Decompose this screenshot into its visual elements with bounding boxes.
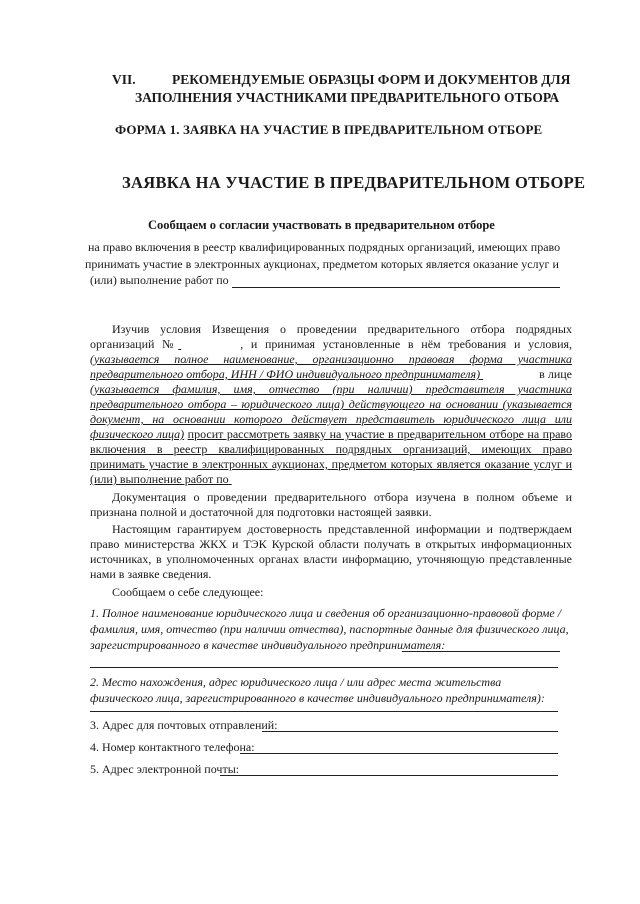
p3-line4: нами в заявке сведения. [90, 567, 212, 581]
p1-line11 [90, 472, 572, 487]
form-title: ФОРМА 1. ЗАЯВКА НА УЧАСТИЕ В ПРЕДВАРИТЕЛЬНОМ ОТБОРЕ [115, 122, 543, 137]
p1-line2a: организаций № [90, 337, 179, 351]
works-blank-2[interactable] [229, 472, 534, 487]
p1-line11a: (или) выполнение работ по [90, 472, 229, 486]
p1-line7: документ, на основании которого действует представитель юридического лица или [90, 412, 572, 426]
p3-line1: Настоящим гарантируем достоверность представленной информации и подтверждаем [112, 522, 572, 536]
paragraph-intention [90, 322, 572, 487]
p1-line2 [90, 337, 572, 352]
p1-line4b: в лице [539, 367, 572, 381]
consent-subtitle: Сообщаем о согласии участвовать в предварительном отборе [148, 218, 495, 232]
paragraph-guarantee [90, 522, 572, 582]
p1-line3: (указывается полное наименование, организационно правовая форма участника [90, 352, 572, 366]
item2-line2: физического лица, зарегистрированного в качестве индивидуального предпринимателя): [90, 691, 545, 705]
intro-line1: на право включения в реестр квалифицированных подрядных организаций, имеющих право [88, 240, 561, 254]
phone-field[interactable] [240, 753, 558, 754]
p1-line9: включения в реестр квалифицированных подрядных организаций, имеющих право [90, 442, 572, 456]
works-blank-line[interactable] [232, 287, 560, 288]
paragraph-documentation [90, 490, 572, 520]
p1-line8b: просит рассмотреть заявку на участие в предварительном отборе на право [187, 427, 572, 441]
p2-line1: Документация о проведении предварительного отбора изучена в полном объеме и [112, 490, 572, 504]
p1-line10: принимать участие в электронных аукционах, предметом которых является оказание услуг и [90, 457, 572, 471]
item1-blank-inline[interactable] [402, 651, 560, 652]
p1-line4a: предварительного отбора, ИНН / ФИО индивидуального предпринимателя) [90, 367, 481, 381]
about-us-label: Сообщаем о себе следующее: [112, 585, 264, 599]
intro-line3: (или) выполнение работ по [90, 273, 229, 287]
item3-label: 3. Адрес для почтовых отправлений: [90, 718, 278, 732]
p2-line2: признана полной и достаточной для подготовки настоящей заявки. [90, 505, 432, 519]
item2-line1: 2. Место нахождения, адрес юридического лица / или адрес места жительства [90, 675, 502, 689]
section-title-line1: РЕКОМЕНДУЕМЫЕ ОБРАЗЦЫ ФОРМ И ДОКУМЕНТОВ ДЛЯ [172, 72, 571, 87]
item4-label: 4. Номер контактного телефона: [90, 740, 255, 754]
p1-line2b: , и принимая установленные в нём требования и условия, [240, 337, 572, 351]
p1-line6: предварительного отбора – юридического лица) действующего на основании (указывается [90, 397, 572, 411]
item1-line3: зарегистрированного в качестве индивидуального предпринимателя: [90, 638, 446, 652]
item1-blank-line[interactable] [90, 667, 558, 668]
section-number: VII. [112, 72, 136, 87]
postal-address-field[interactable] [262, 731, 558, 732]
notice-number-blank[interactable] [178, 337, 240, 352]
p1-line4 [90, 367, 572, 382]
p3-line2: право министерства ЖКХ и ТЭК Курской области получать в открытых информационных [90, 537, 572, 551]
item1-line1: 1. Полное наименование юридического лица и сведения об организационно-правовой форме / [90, 606, 562, 620]
item1-line2: фамилия, имя, отчество (при наличии отчества), паспортные данные для физического лица, [90, 622, 569, 636]
intro-line2: принимать участие в электронных аукционах, предметом которых является оказание услуг и [85, 257, 559, 271]
p1-line1: Изучив условия Извещения о проведении предварительного отбора подрядных [112, 322, 572, 336]
item2-blank-line[interactable] [90, 711, 558, 712]
p3-line3: источниках, в уполномоченных органах власти информацию, уточняющую представленные [90, 552, 572, 566]
p1-line8 [90, 427, 572, 442]
application-title: ЗАЯВКА НА УЧАСТИЕ В ПРЕДВАРИТЕЛЬНОМ ОТБОРЕ [122, 173, 586, 192]
section-title-line2: ЗАПОЛНЕНИЯ УЧАСТНИКАМИ ПРЕДВАРИТЕЛЬНОГО ОТБОРА [135, 90, 560, 105]
item5-label: 5. Адрес электронной почты: [90, 762, 240, 776]
email-field[interactable] [220, 775, 558, 776]
p1-line8a: физического лица) [90, 427, 185, 441]
p1-line5: (указывается фамилия, имя, отчество (при наличии) представителя участника [90, 382, 572, 396]
